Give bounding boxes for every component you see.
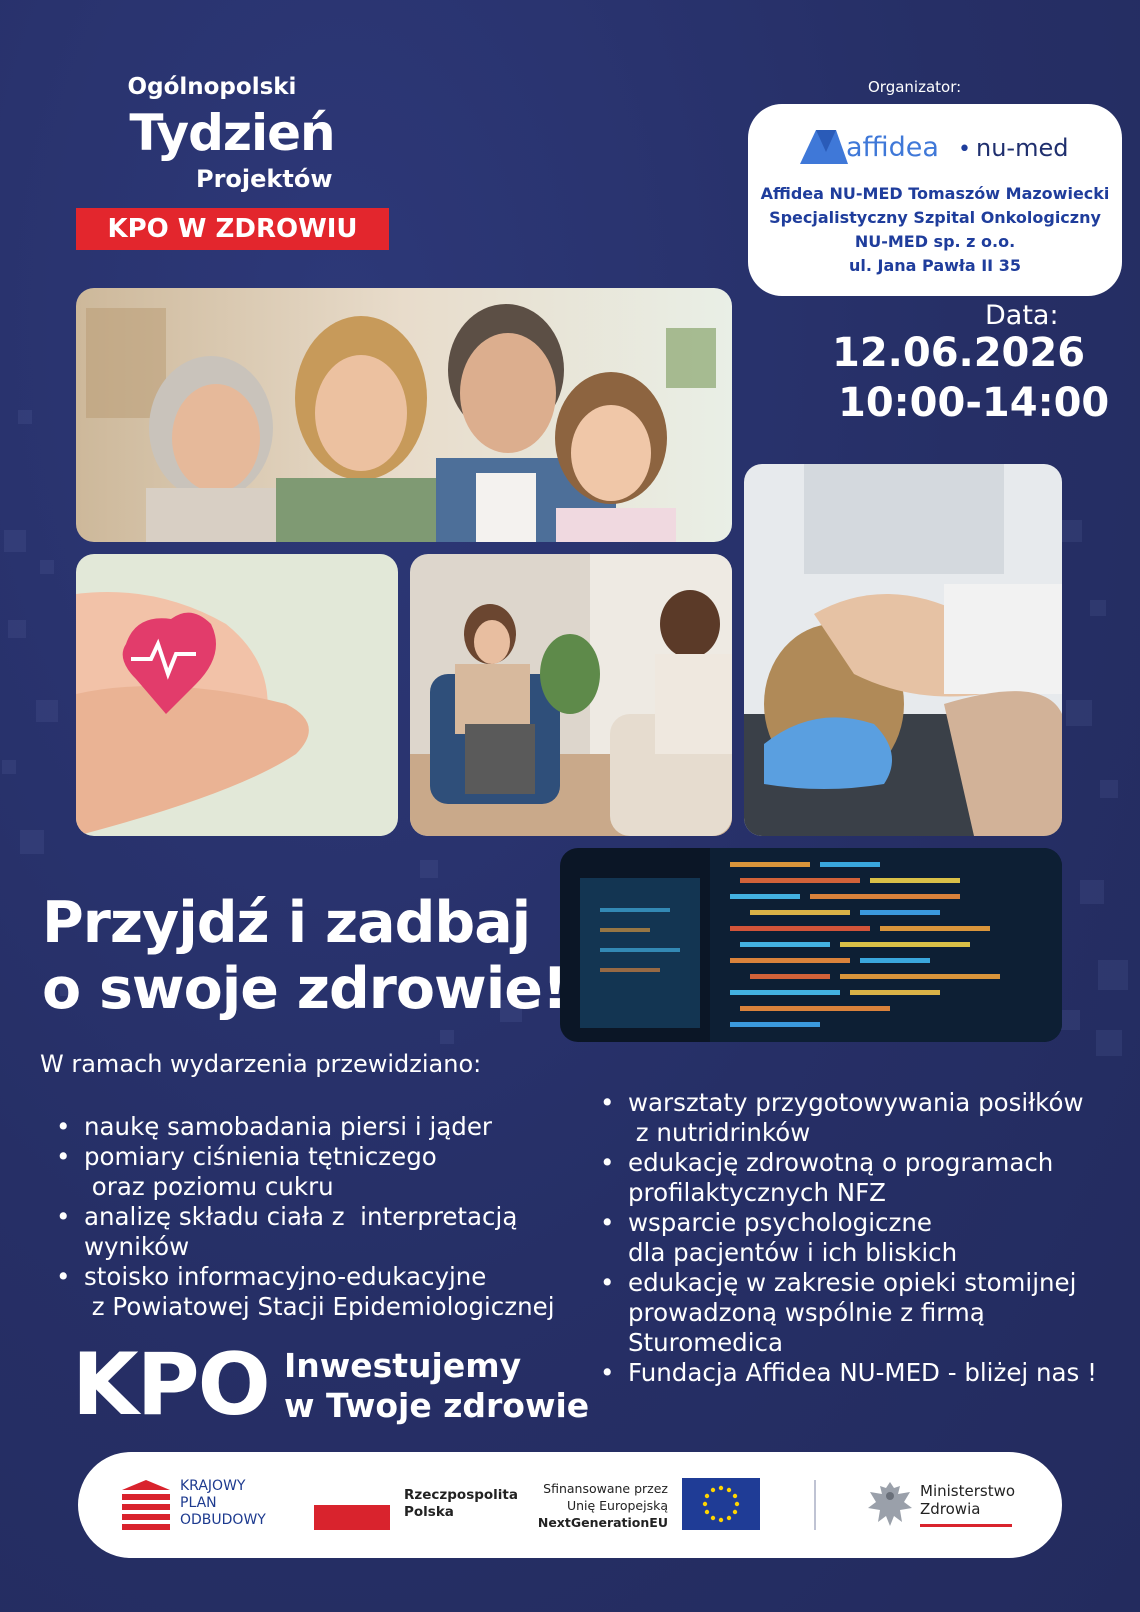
footer-divider — [814, 1480, 816, 1530]
organizer-address — [748, 182, 1122, 278]
headline-line-1: Przyjdź i zadbaj — [42, 890, 531, 956]
decor-square — [1098, 960, 1128, 990]
event-date: 12.06.2026 — [832, 330, 1086, 376]
headline-line-2: o swoje zdrowie! — [42, 956, 567, 1022]
affidea-numed-logo — [796, 124, 1076, 168]
organizer-line: ul. Jana Pawła II 35 — [849, 256, 1021, 275]
title-line-2: Tydzień — [129, 104, 335, 162]
therapy-session-photo — [410, 554, 732, 836]
decor-square — [40, 560, 54, 574]
decor-square — [2, 760, 16, 774]
logo-left-text: affidea — [846, 132, 939, 163]
list-item: • stoisko informacyjno-edukacyjne z Powiatowej Stacji Epidemiologicznej — [56, 1262, 596, 1322]
eu-funding-text: Sfinansowane przez Unię Europejską NextGenerationEU — [537, 1481, 668, 1530]
list-item: • Fundacja Affidea NU-MED - bliżej nas ! — [600, 1358, 1120, 1388]
kpo-tagline-line-1: Inwestujemy — [284, 1346, 522, 1385]
ministry-underline — [920, 1524, 1012, 1527]
medical-exam-photo — [744, 464, 1062, 836]
decor-square — [1090, 600, 1106, 616]
decor-square — [440, 1030, 454, 1044]
decor-square — [420, 860, 438, 878]
kpo-logo-icon — [122, 1480, 170, 1530]
organizer-card — [748, 104, 1122, 296]
event-time: 10:00-14:00 — [838, 380, 1110, 426]
kpo-wordmark: KPO — [72, 1335, 269, 1435]
footer-logos — [78, 1452, 1062, 1558]
kpo-badge: KPO W ZDROWIU — [76, 208, 389, 250]
family-photo — [76, 288, 732, 542]
decor-square — [1066, 700, 1092, 726]
ministry-logo-text: Ministerstwo Zdrowia — [920, 1482, 1016, 1518]
organizer-line: Specjalistyczny Szpital Onkologiczny — [769, 208, 1101, 227]
decor-square — [1100, 780, 1118, 798]
program-list-right — [600, 1088, 1120, 1388]
list-item: • edukację w zakresie opieki stomijnej prowadzoną wspólnie z firmą Sturomedica — [600, 1268, 1120, 1358]
kpo-tagline-line-2: w Twoje zdrowie — [284, 1386, 590, 1425]
logo-dot: • — [958, 137, 971, 162]
decor-square — [1080, 880, 1104, 904]
kpo-logo-text: KRAJOWY PLAN ODBUDOWY — [180, 1478, 266, 1528]
date-label: Data: — [985, 300, 1059, 331]
list-item: • wsparcie psychologiczne dla pacjentów i ich bliskich — [600, 1208, 1120, 1268]
decor-square — [8, 620, 26, 638]
poland-flag-icon — [314, 1480, 390, 1530]
kpo-tagline — [284, 1346, 589, 1426]
list-item: • analizę składu ciała z interpretacją wyników — [56, 1202, 596, 1262]
decor-square — [1096, 1030, 1122, 1056]
list-item: • warsztaty przygotowywania posiłków z nutridrinków — [600, 1088, 1120, 1148]
decor-square — [36, 700, 58, 722]
title-line-1: Ogólnopolski — [127, 74, 297, 100]
headline — [42, 890, 567, 1022]
decor-square — [1060, 1010, 1080, 1030]
rp-logo-text: Rzeczpospolita Polska — [404, 1487, 518, 1520]
title-line-3: Projektów — [196, 165, 333, 193]
list-item: • naukę samobadania piersi i jąder — [56, 1112, 596, 1142]
program-list-left — [56, 1112, 596, 1322]
eu-flag-icon — [682, 1478, 760, 1530]
decor-square — [18, 410, 32, 424]
list-item: • edukację zdrowotną o programach profilaktycznych NFZ — [600, 1148, 1120, 1208]
heart-in-hands-photo — [76, 554, 398, 836]
decor-square — [4, 530, 26, 552]
logo-right-text: nu-med — [976, 134, 1069, 162]
list-item: • pomiary ciśnienia tętniczego oraz poziomu cukru — [56, 1142, 596, 1202]
program-intro: W ramach wydarzenia przewidziano: — [40, 1050, 482, 1078]
decor-square — [20, 830, 44, 854]
polish-eagle-icon — [866, 1478, 914, 1530]
code-screen-photo — [560, 848, 1062, 1042]
organizer-line: Affidea NU-MED Tomaszów Mazowiecki — [760, 184, 1110, 203]
organizer-label: Organizator: — [868, 78, 962, 96]
organizer-line: NU-MED sp. z o.o. — [854, 232, 1016, 251]
decor-square — [1060, 520, 1082, 542]
